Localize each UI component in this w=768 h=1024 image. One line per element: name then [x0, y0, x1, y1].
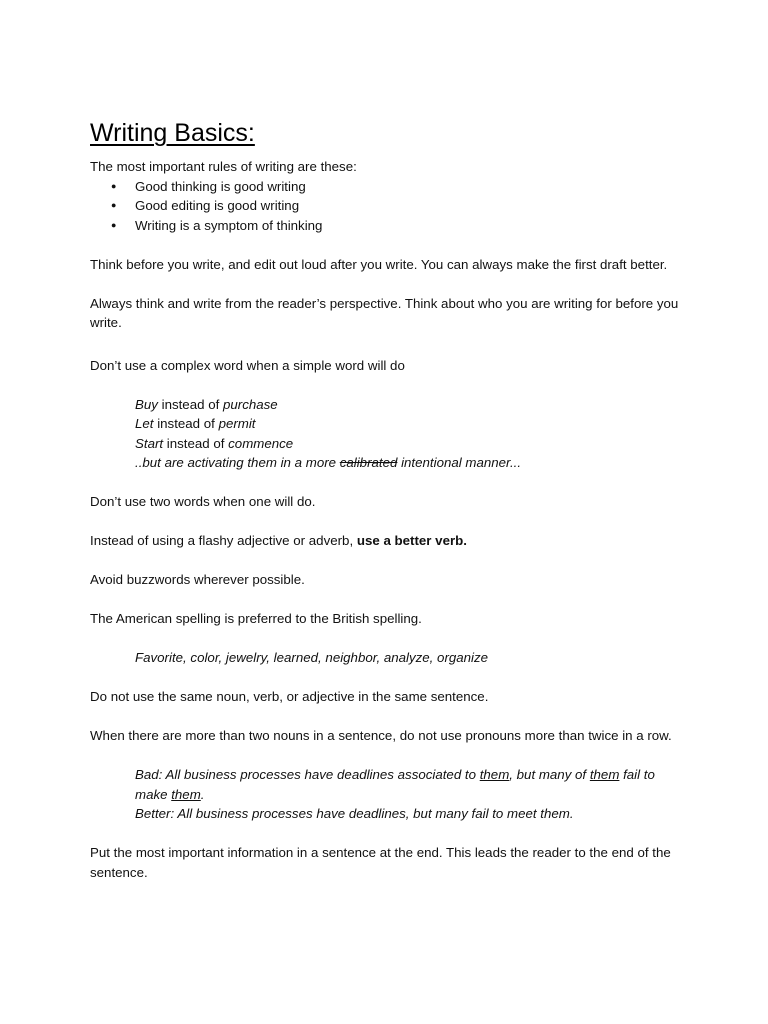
- underlined-pronoun: them: [171, 786, 201, 802]
- rule-text: Writing is a symptom of thinking: [135, 217, 323, 233]
- bullet-icon: ●: [111, 180, 117, 191]
- underlined-pronoun: them: [589, 767, 620, 782]
- better-example: Better: All business processes have deadlines, but many fail to meet them.: [135, 806, 574, 821]
- buzzwords-paragraph: Avoid buzzwords wherever possible.: [90, 572, 305, 587]
- complex-word-paragraph: Don’t use a complex word when a simple word will do: [90, 357, 405, 373]
- simple-word: Start: [135, 435, 164, 451]
- complex-word: commence: [228, 435, 294, 451]
- underlined-pronoun: them: [479, 767, 510, 782]
- word-swap-line: [135, 395, 690, 415]
- joiner-text: instead of: [163, 435, 229, 451]
- two-words-paragraph: Don’t use two words when one will do.: [90, 494, 316, 509]
- joiner-text: instead of: [153, 416, 219, 431]
- complex-word: purchase: [222, 396, 278, 412]
- example-text: intentional manner...: [397, 455, 522, 470]
- list-item: [90, 196, 690, 216]
- american-spelling-paragraph: The American spelling is preferred to the British spelling.: [90, 611, 422, 626]
- bullet-icon: ●: [111, 200, 117, 210]
- bad-example: Bad: All business processes have deadlines associated to them, but many of them fail to make them.: [135, 767, 655, 802]
- think-before-paragraph: Think before you write, and edit out loud after you write. You can always make the first draft better.: [90, 256, 668, 272]
- simple-word: Let: [135, 416, 154, 431]
- reader-perspective-paragraph: Always think and write from the reader’s perspective. Think about who you are writing for before you write.: [90, 295, 679, 330]
- list-item: [90, 216, 690, 236]
- end-information-paragraph: Put the most important information in a sentence at the end. This leads the reader to the end of the sentence.: [90, 845, 671, 880]
- american-examples-text: Favorite, color, jewelry, learned, neighbor, analyze, organize: [135, 650, 489, 665]
- struck-word: calibrated: [339, 455, 398, 470]
- verb-rule-emphasis: use a better verb.: [356, 533, 467, 548]
- document-page: [90, 116, 690, 882]
- verb-rule-text: Instead of using a flashy adjective or adverb,: [90, 533, 357, 548]
- word-swap-examples: [90, 395, 690, 473]
- word-swap-line: [135, 434, 690, 454]
- rule-text: Good thinking is good writing: [135, 178, 306, 194]
- list-item: [90, 177, 690, 197]
- pronouns-paragraph: When there are more than two nouns in a sentence, do not use pronouns more than twice in a row.: [90, 728, 672, 743]
- complex-word: permit: [218, 416, 256, 431]
- pronoun-examples: [90, 765, 690, 824]
- intro-text: The most important rules of writing are these:: [90, 159, 357, 174]
- joiner-text: instead of: [157, 396, 223, 412]
- same-word-paragraph: Do not use the same noun, verb, or adjective in the same sentence.: [90, 689, 489, 704]
- calibrated-example: [135, 453, 690, 473]
- simple-word: Buy: [135, 396, 158, 412]
- american-examples: [90, 648, 690, 668]
- bullet-icon: ●: [111, 219, 117, 230]
- verb-rule-paragraph: [90, 531, 690, 551]
- page-title: Writing Basics:: [90, 119, 255, 147]
- rules-list: [90, 177, 690, 236]
- word-swap-line: [135, 414, 690, 434]
- example-text: ..but are activating them in a more: [135, 455, 340, 470]
- rule-text: Good editing is good writing: [135, 198, 300, 213]
